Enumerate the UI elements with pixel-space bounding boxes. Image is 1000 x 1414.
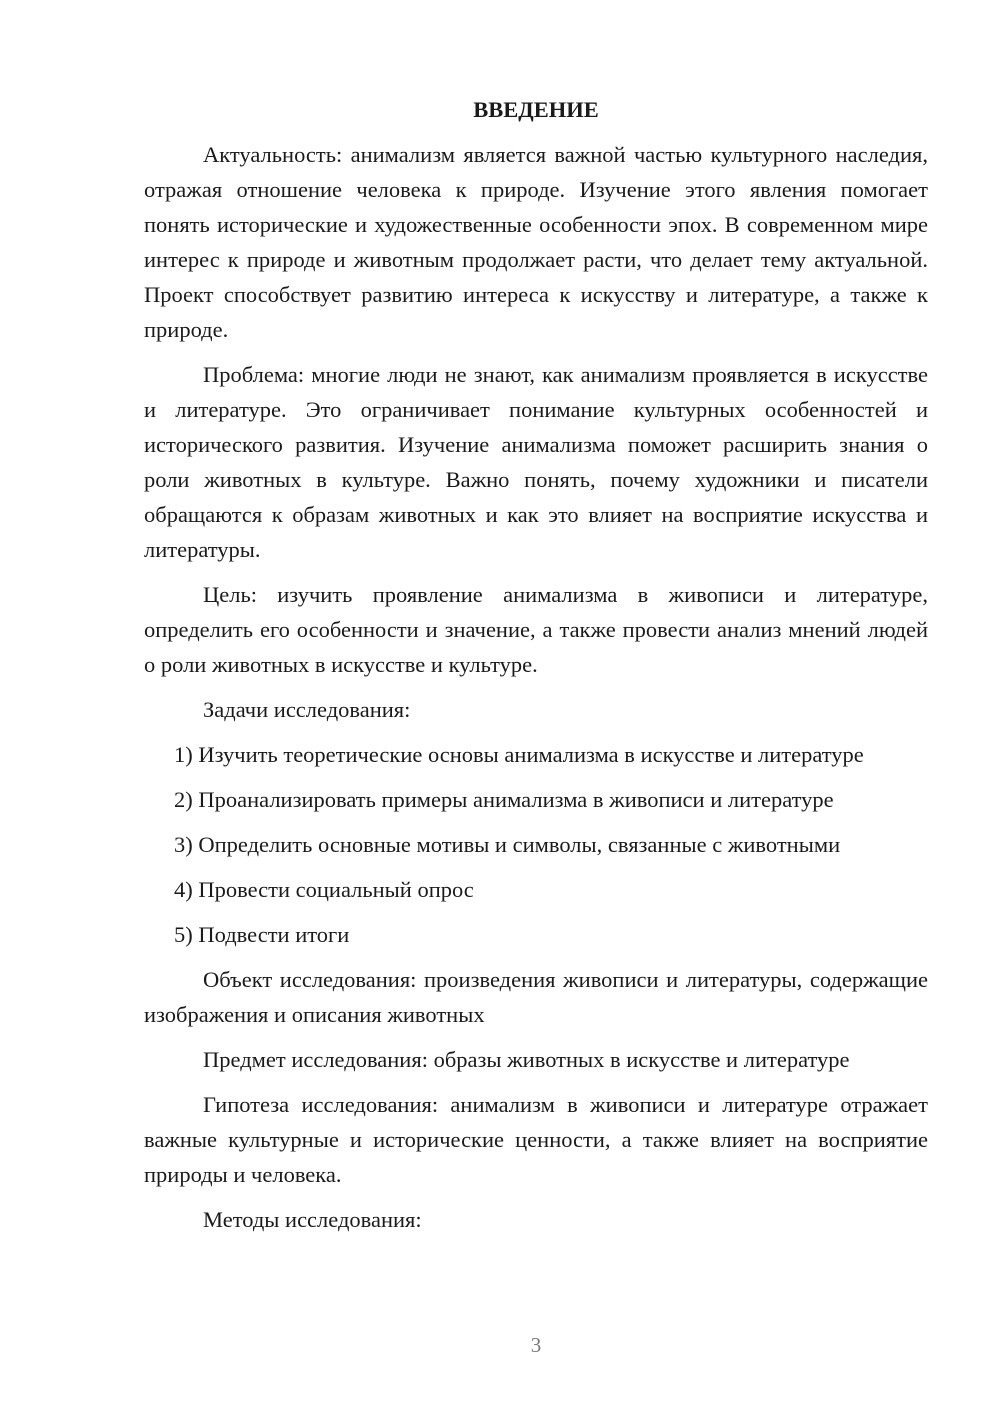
list-item: 1) Изучить теоретические основы анимализма в искусстве и литературе [174, 742, 864, 767]
tasks-heading: Задачи исследования: [203, 697, 411, 722]
tasks-list [144, 737, 928, 952]
paragraph-subject: Предмет исследования: образы животных в искусстве и литературе [203, 1047, 850, 1072]
list-item: 3) Определить основные мотивы и символы, связанные с животными [174, 832, 841, 857]
list-item: 2) Проанализировать примеры анимализма в живописи и литературе [174, 787, 834, 812]
page-title: ВВЕДЕНИЕ [473, 97, 599, 122]
paragraph-goal: Цель: изучить проявление анимализма в живописи и литературе, определить его особенности и значение, а также провести анализ мнений людей о роли животных в искусстве и культуре. [144, 582, 928, 677]
paragraph-problem: Проблема: многие люди не знают, как анимализм проявляется в искусстве и литературе. Это ограничивает понимание культурных особенностей и исторического развития. Изучение анимализма поможет расширить знания о роли животных в культуре. Важно понять, почему художники и писатели обращаются к образам животных и как это влияет на восприятие искусства и литературы. [144, 362, 928, 562]
list-item: 4) Провести социальный опрос [174, 877, 474, 902]
paragraph-relevance: Актуальность: анимализм является важной частью культурного наследия, отражая отношение человека к природе. Изучение этого явления помогает понять исторические и художественные особенности эпох. В современном мире интерес к природе и животным продолжает расти, что делает тему актуальной. Проект способствует развитию интереса к искусству и литературе, а также к природе. [144, 142, 928, 342]
paragraph-hypothesis: Гипотеза исследования: анимализм в живописи и литературе отражает важные культурные и исторические ценности, а также влияет на восприятие природы и человека. [144, 1092, 928, 1187]
paragraph-object: Объект исследования: произведения живописи и литературы, содержащие изображения и описания животных [144, 967, 928, 1027]
page-number: 3 [530, 1333, 542, 1357]
list-item: 5) Подвести итоги [174, 922, 350, 947]
document-page [144, 92, 928, 1247]
methods-heading: Методы исследования: [203, 1207, 422, 1232]
